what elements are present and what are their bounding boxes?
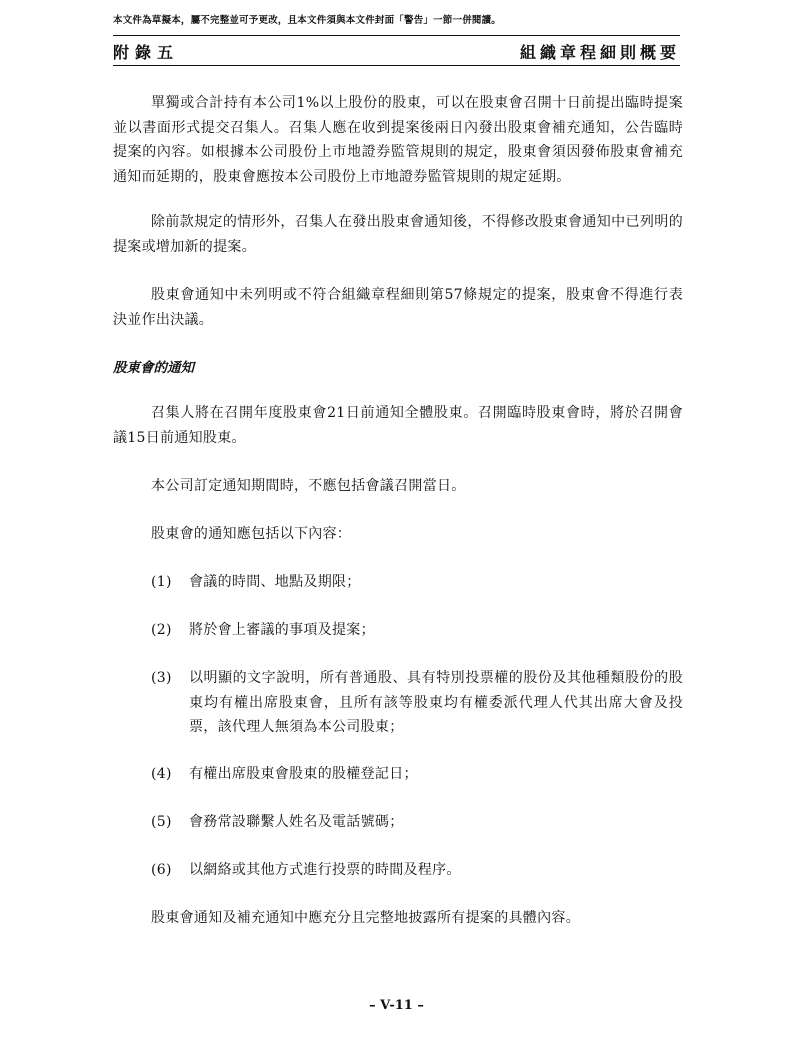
header-bottom-rule: [113, 65, 680, 66]
draft-disclaimer: 本文件為草擬本，屬不完整並可予更改，且本文件須與本文件封面「警告」一節一併閱讀。: [113, 15, 502, 26]
list-item-number: (5): [151, 814, 172, 830]
document-section-title: 組織章程細則概要: [519, 43, 680, 62]
list-item: [151, 570, 683, 595]
list-item-number: (3): [151, 670, 172, 686]
list-item-text: 有權出席股東會股東的股權登記日；: [189, 766, 418, 782]
page-header: [113, 40, 680, 64]
paragraph-temporary-proposals: 單獨或合計持有本公司1%以上股份的股東，可以在股東會召開十日前提出臨時提案並以書面形式提交召集人。召集人應在收到提案後兩日內發出股東會補充通知，公告臨時提案的內容。如根據本公司股份上市地證券監管規則的規定，股東會須因發佈股東會補充通知而延期的，股東會應按本公司股份上市地證券監管規則的規定延期。: [113, 95, 683, 185]
list-item: [151, 762, 683, 787]
list-item: [151, 618, 683, 643]
list-item-number: (2): [151, 622, 172, 638]
list-item-text: 以網絡或其他方式進行投票的時間及程序。: [189, 862, 461, 878]
paragraph-exclude-meeting-day: 本公司訂定通知期間時，不應包括會議召開當日。: [151, 478, 466, 494]
section-heading: 股東會的通知: [113, 360, 194, 376]
paragraph-closing: 股東會通知及補充通知中應充分且完整地披露所有提案的具體內容。: [151, 910, 580, 926]
list-item-number: (6): [151, 862, 172, 878]
list-item-text: 以明顯的文字說明，所有普通股、具有特別投票權的股份及其他種類股份的股東均有權出席股東會，且所有該等股東均有權委派代理人代其出席大會及投票，該代理人無須為本公司股東；: [189, 670, 683, 735]
paragraph-no-modification: 除前款規定的情形外，召集人在發出股東會通知後，不得修改股東會通知中已列明的提案或增加新的提案。: [113, 214, 683, 255]
list-item: [151, 858, 683, 883]
list-item-text: 會議的時間、地點及期限；: [189, 574, 361, 590]
list-item-number: (1): [151, 574, 172, 590]
header-top-rule: [113, 35, 680, 36]
list-item-number: (4): [151, 766, 172, 782]
paragraph-notice-period: 召集人將在召開年度股東會21日前通知全體股東。召開臨時股東會時，將於召開會議15日前通知股東。: [113, 405, 683, 446]
appendix-label: 附錄五: [113, 43, 180, 62]
list-item-text: 將於會上審議的事項及提案；: [189, 622, 375, 638]
list-item: [151, 810, 683, 835]
list-item: [151, 666, 683, 740]
page-number: – V-11 –: [369, 998, 424, 1013]
paragraph-notice-contents: 股東會的通知應包括以下內容：: [151, 526, 352, 542]
paragraph-no-resolution: 股東會通知中未列明或不符合組織章程細則第57條規定的提案，股東會不得進行表決並作出決議。: [113, 287, 683, 328]
list-item-text: 會務常設聯繫人姓名及電話號碼；: [189, 814, 404, 830]
